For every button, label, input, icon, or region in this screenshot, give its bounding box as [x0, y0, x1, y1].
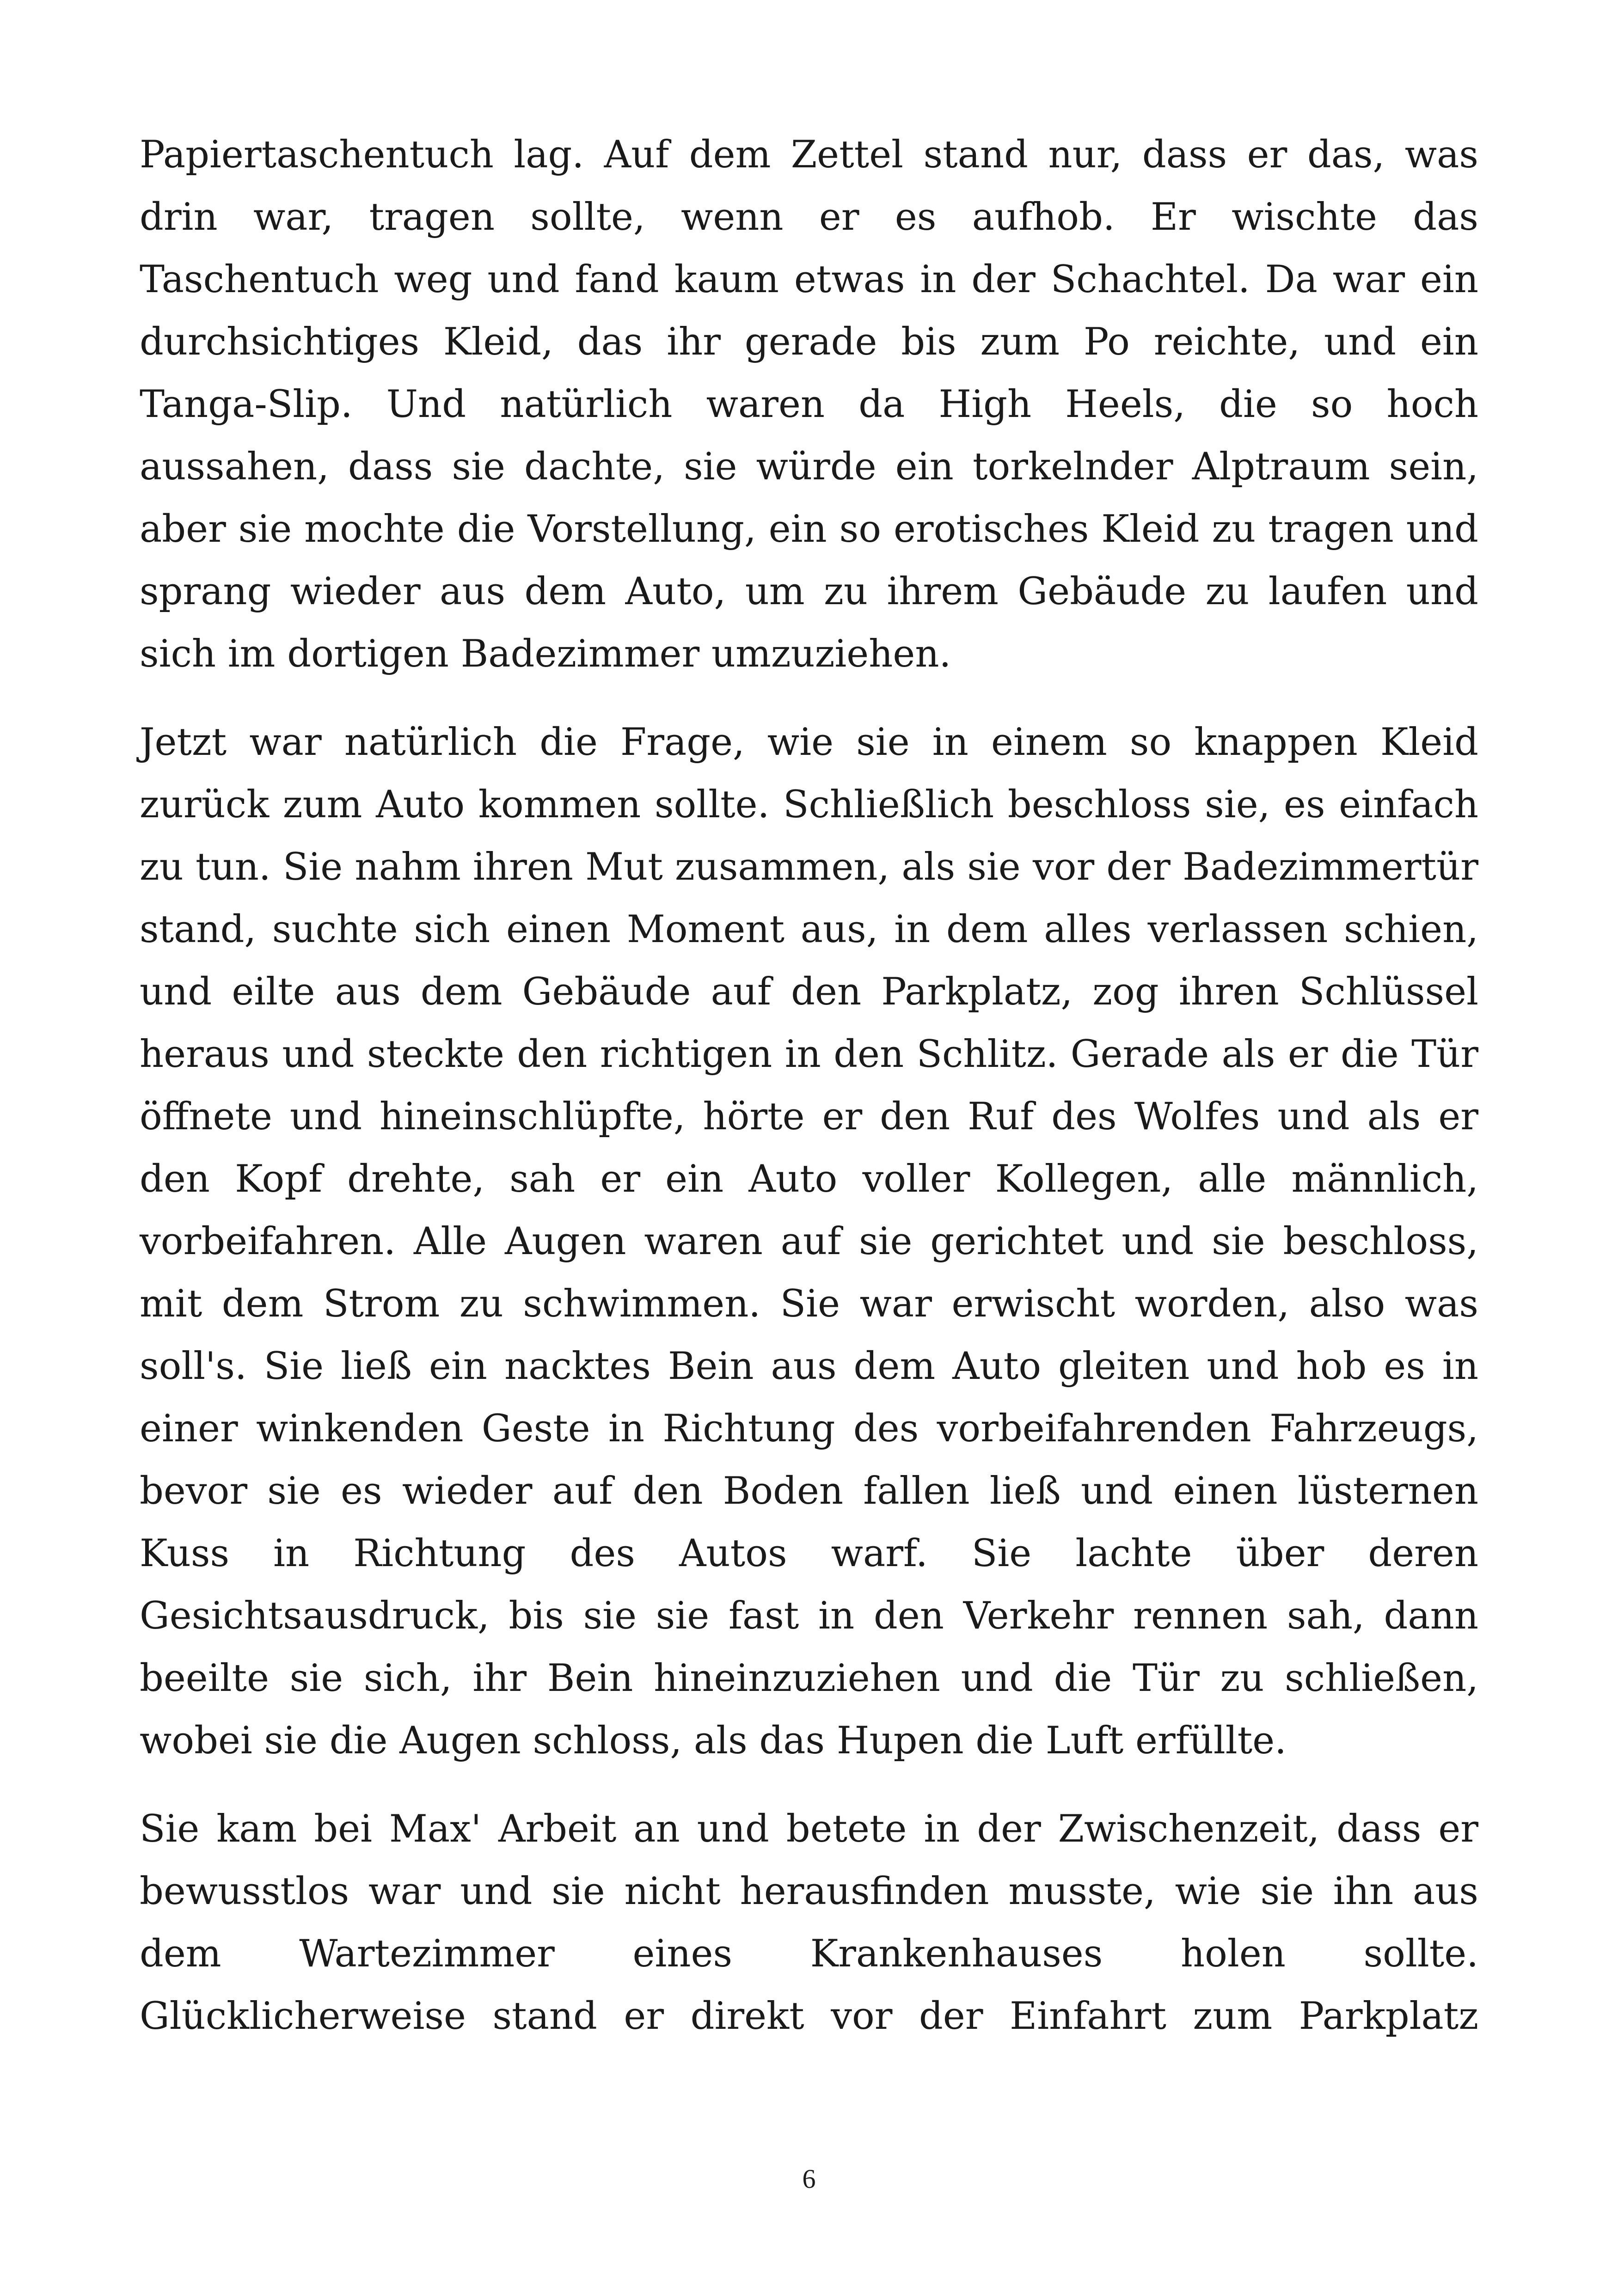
body-text: [140, 124, 1478, 2074]
paragraph-1: Papiertaschentuch lag. Auf dem Zettel stand nur, dass er das, was drin war, tragen sollte, wenn er es aufhob. Er wischte das Taschentuch weg und fand kaum etwas in der Schachtel. Da war ein durchsichtiges Kleid, das ihr gerade bis zum Po reichte, und ein Tanga-Slip. Und natürlich waren da High Heels, die so hoch aussahen, dass sie dachte, sie würde ein torkelnder Alptraum sein, aber sie mochte die Vorstellung, ein so erotisches Kleid zu tragen und sprang wieder aus dem Auto, um zu ihrem Gebäude zu laufen und sich im dortigen Badezimmer umzuziehen.: [140, 133, 1478, 676]
paragraph-2: Jetzt war natürlich die Frage, wie sie in einem so knappen Kleid zurück zum Auto kommen sollte. Schließlich beschloss sie, es einfach zu tun. Sie nahm ihren Mut zusammen, als sie vor der Badezimmertür stand, suchte sich einen Moment aus, in dem alles verlassen schien, und eilte aus dem Gebäude auf den Parkplatz, zog ihren Schlüssel heraus und steckte den richtigen in den Schlitz. Gerade als er die Tür öffnete und hineinschlüpfte, hörte er den Ruf des Wolfes und als er den Kopf drehte, sah er ein Auto voller Kollegen, alle männlich, vorbeifahren. Alle Augen waren auf sie gerichtet und sie beschloss, mit dem Strom zu schwimmen. Sie war erwischt worden, also was soll's. Sie ließ ein nacktes Bein aus dem Auto gleiten und hob es in einer winkenden Geste in Richtung des vorbeifahrenden Fahrzeugs, bevor sie es wieder auf den Boden fallen ließ und einen lüsternen Kuss in Richtung des Autos warf. Sie lachte über deren Gesichtsausdruck, bis sie sie fast in den Verkehr rennen sah, dann beeilte sie sich, ihr Bein hineinzuziehen und die Tür zu schließen, wobei sie die Augen schloss, als das Hupen die Luft erfüllte.: [140, 721, 1478, 1763]
paragraph-3: Sie kam bei Max' Arbeit an und betete in der Zwischenzeit, dass er bewusstlos war und sie nicht herausfinden musste, wie sie ihn aus dem Wartezimmer eines Krankenhauses holen sollte. Glücklicherweise stand er direkt vor der Einfahrt zum Parkplatz: [140, 1807, 1478, 2038]
page-number: 6: [802, 2164, 816, 2194]
